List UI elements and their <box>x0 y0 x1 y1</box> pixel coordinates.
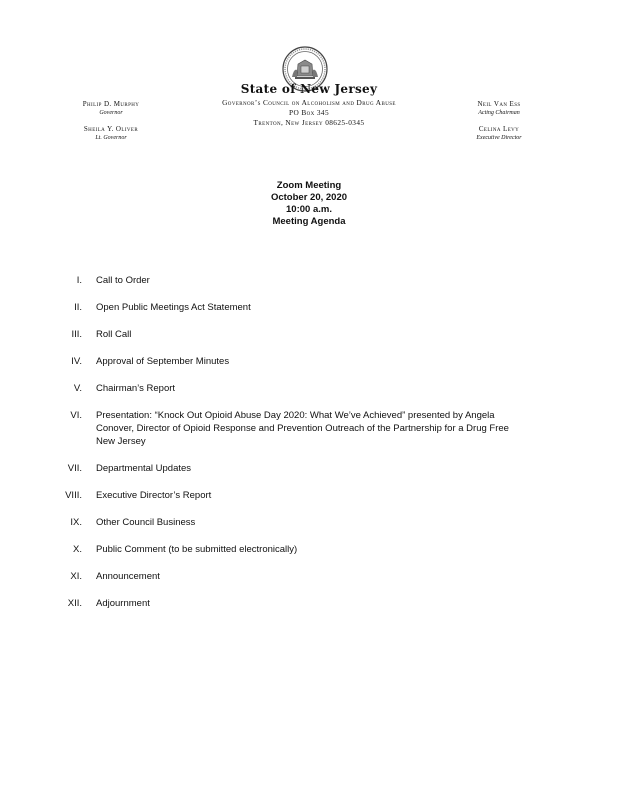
agenda-text: Public Comment (to be submitted electronically) <box>96 544 298 555</box>
agenda-numeral: VI. <box>70 410 82 421</box>
po-box: PO Box 345 <box>288 108 329 117</box>
list-item <box>0 489 618 502</box>
agenda-text: Roll Call <box>96 329 132 340</box>
agenda-text: Departmental Updates <box>96 463 192 474</box>
governor-title: Governor <box>99 110 123 116</box>
agenda-text: Announcement <box>96 571 160 582</box>
agenda-numeral: IV. <box>71 356 82 367</box>
agenda-numeral: I. <box>76 275 82 286</box>
agenda-text: Call to Order <box>96 275 150 286</box>
list-item <box>0 597 618 610</box>
agenda-numeral: X. <box>73 544 82 555</box>
council-name: Governor’s Council on Alcoholism and Drug Abuse <box>222 98 396 107</box>
agenda-text: Open Public Meetings Act Statement <box>96 302 251 313</box>
agenda-text: Other Council Business <box>96 517 196 528</box>
agenda-text: Presentation: “Knock Out Opioid Abuse Day 2020: What We’ve Achieved” presented by Angela Conover, Director of Opioid Response and Prevention Outreach of the Partnership for a Drug Free New Jersey <box>96 410 509 447</box>
council-officers-block <box>444 100 554 150</box>
agenda-numeral: XII. <box>67 598 82 609</box>
list-item <box>0 462 618 475</box>
meeting-agenda-title: Meeting Agenda <box>272 216 346 227</box>
agenda-text: Chairman’s Report <box>96 383 176 394</box>
agenda-numeral: II. <box>74 302 82 313</box>
list-item <box>0 355 618 368</box>
list-item <box>0 274 618 287</box>
meeting-time: 10:00 a.m. <box>286 204 332 215</box>
agenda-numeral: XI. <box>70 571 82 582</box>
agenda-list <box>0 274 618 624</box>
list-item <box>0 382 618 395</box>
list-item <box>0 570 618 583</box>
list-item <box>0 543 618 556</box>
executive-director-title: Executive Director <box>476 135 522 141</box>
acting-chairman-name: Neil Van Ess <box>477 100 521 108</box>
acting-chairman-title: Acting Chairman <box>478 110 520 116</box>
lt-governor-name: Sheila Y. Oliver <box>83 125 139 133</box>
list-item <box>0 328 618 341</box>
meeting-date: October 20, 2020 <box>270 192 348 203</box>
council-address-block <box>180 98 438 128</box>
executive-director-name: Celina Levy <box>478 125 520 133</box>
list-item <box>0 301 618 314</box>
agenda-numeral: V. <box>73 383 82 394</box>
agenda-numeral: III. <box>71 329 82 340</box>
agenda-numeral: IX. <box>70 517 82 528</box>
meeting-header <box>0 180 618 228</box>
list-item <box>0 409 618 448</box>
agenda-text: Approval of September Minutes <box>96 356 230 367</box>
state-title: State of New Jersey <box>240 82 378 96</box>
governor-block <box>56 100 166 150</box>
agenda-text: Executive Director’s Report <box>96 490 212 501</box>
list-item <box>0 516 618 529</box>
lt-governor-title: Lt. Governor <box>95 135 127 141</box>
city-line: Trenton, New Jersey 08625-0345 <box>253 118 365 127</box>
meeting-type: Zoom Meeting <box>276 180 342 191</box>
agenda-numeral: VII. <box>67 463 82 474</box>
agenda-text: Adjournment <box>96 598 150 609</box>
agenda-numeral: VIII. <box>65 490 82 501</box>
governor-name: Philip D. Murphy <box>82 100 140 108</box>
